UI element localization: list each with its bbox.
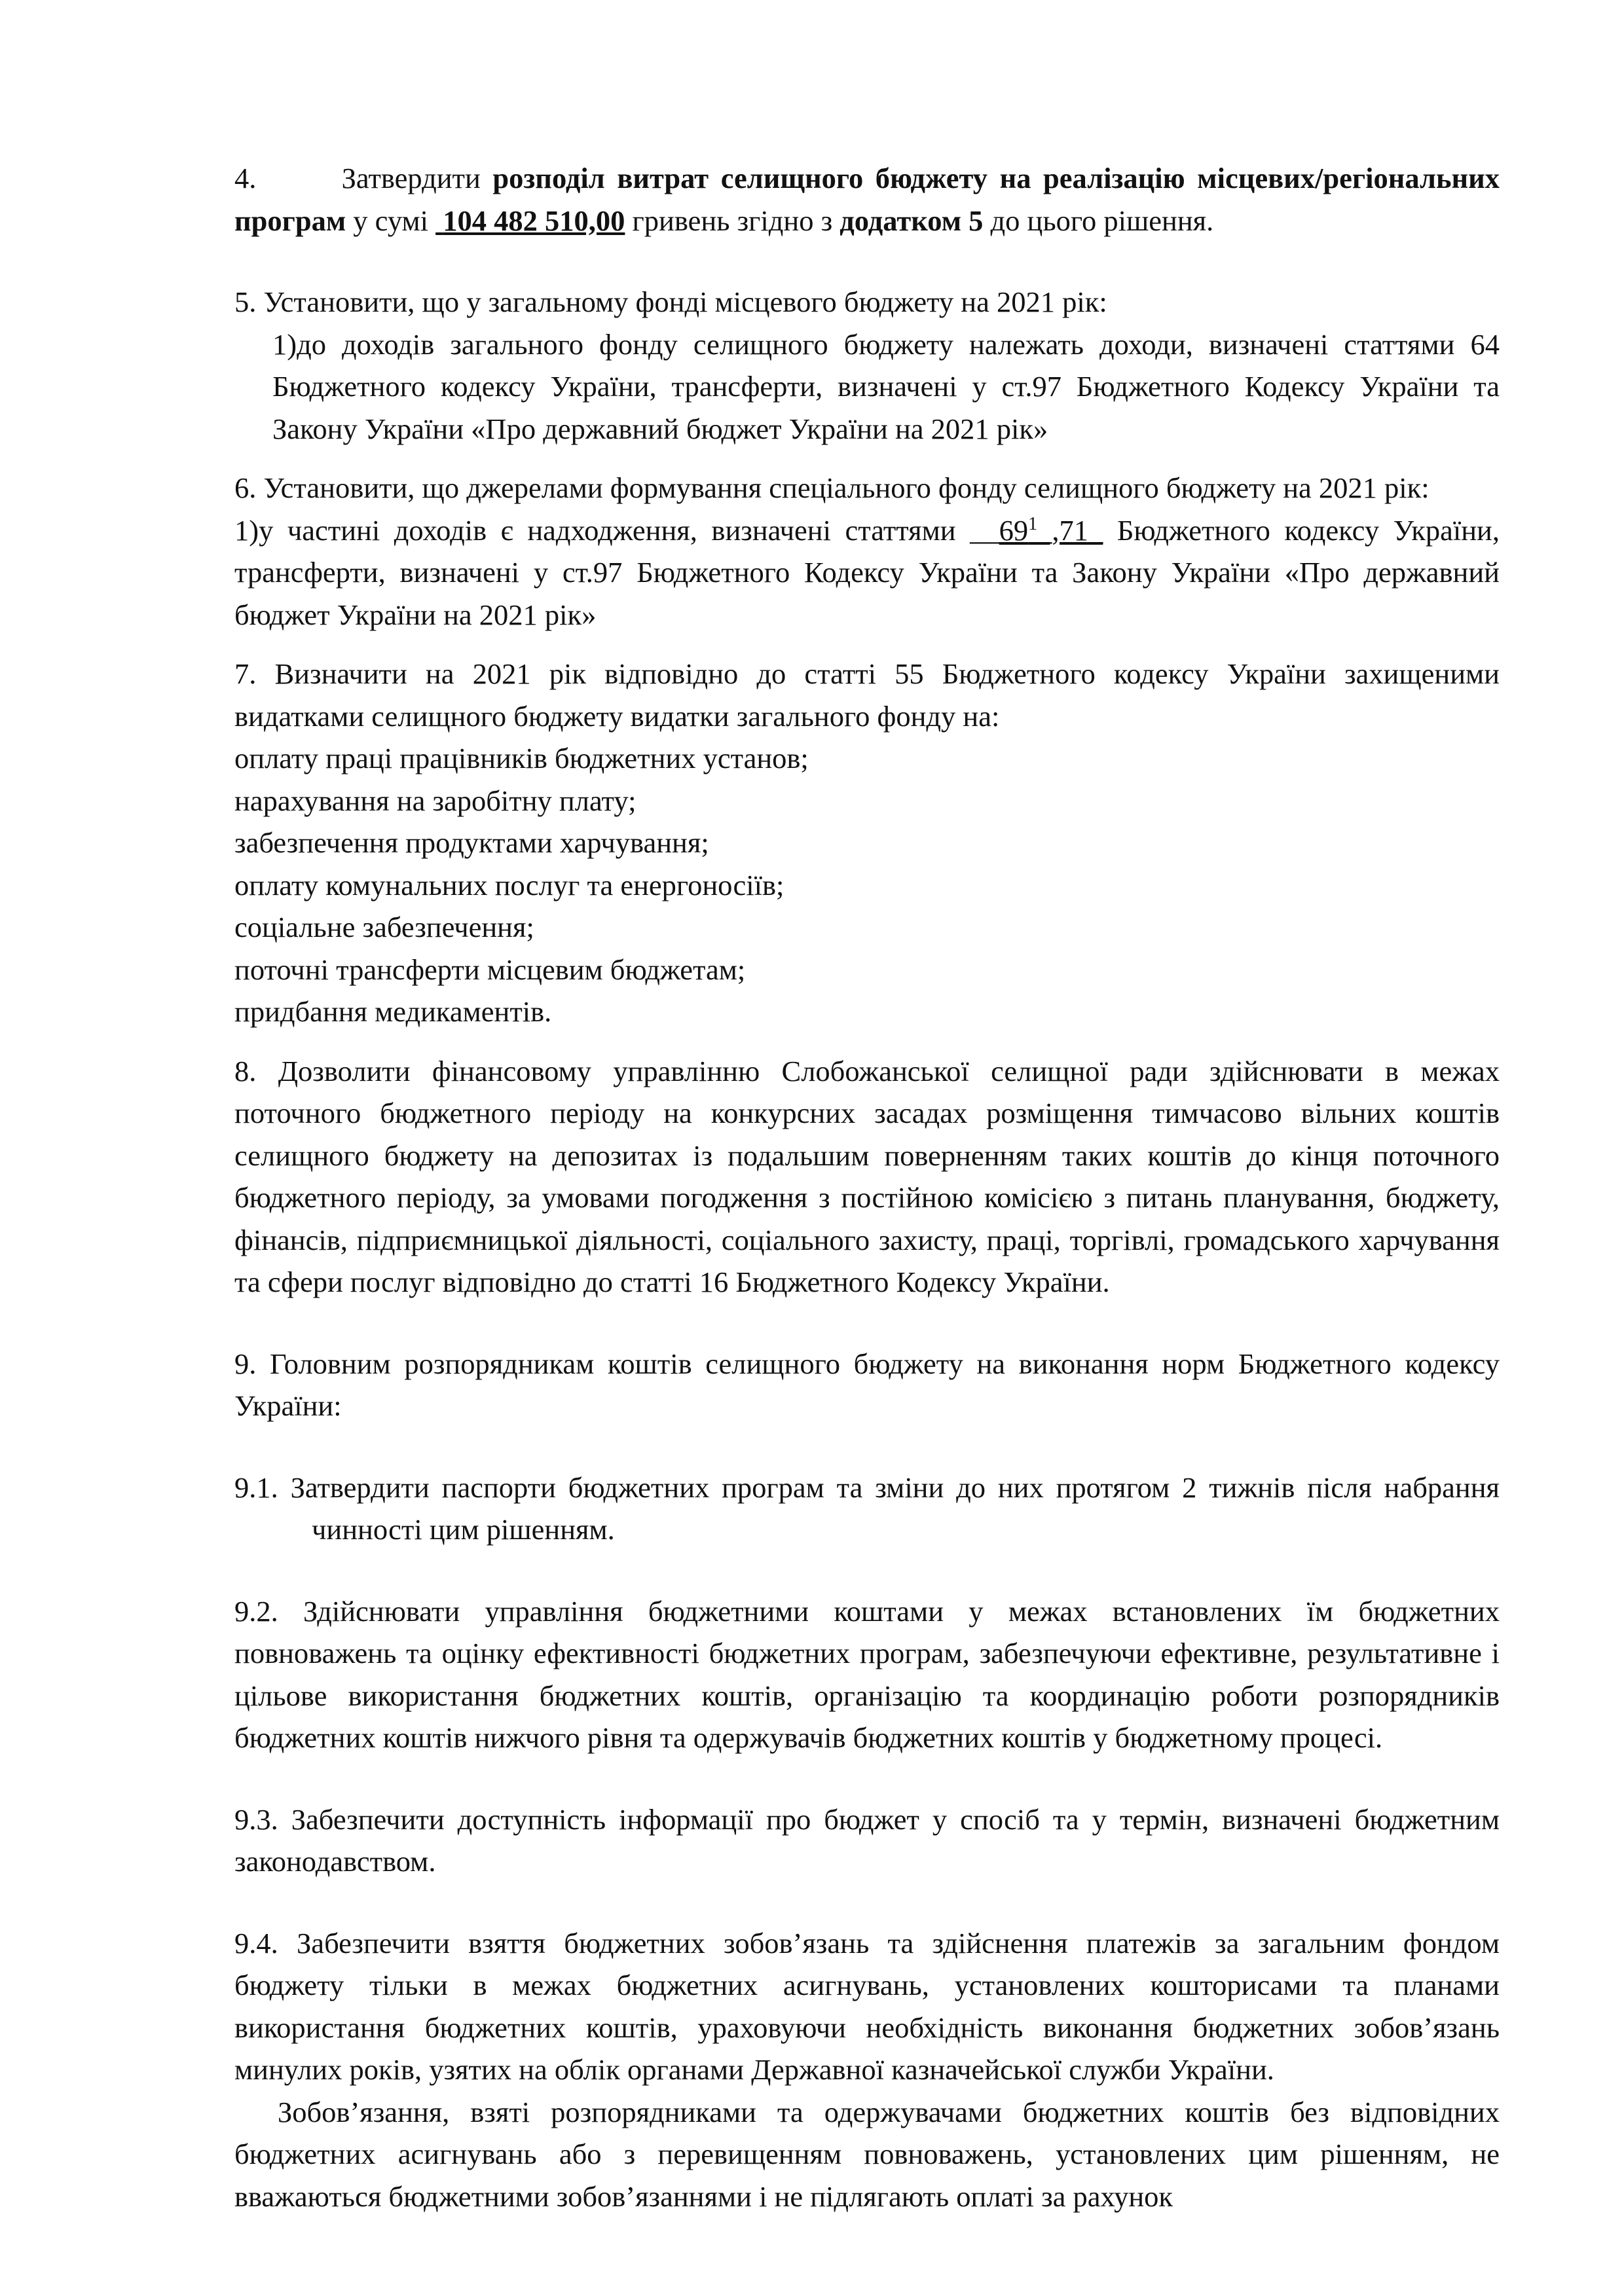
paragraph-9-4-continuation: Зобов’язання, взяті розпорядниками та одержувачами бюджетних коштів без відповідних бюджетних асигнувань або з перевищенням повноважень, установлених цим рішенням, не вважаються бюджетними зобов’язаннями і не підлягають оплаті за рахунок	[234, 2095, 1500, 2213]
text-fragment: гривень згідно з	[632, 204, 833, 237]
paragraph-9: 9. Головним розпорядникам коштів селищного бюджету на виконання норм Бюджетного кодексу України:	[234, 1347, 1500, 1422]
bold-text: розподіл витрат селищного бюджету на реалізацію місцевих/регіональних програм	[234, 162, 1500, 237]
paragraph-9-3: 9.3. Забезпечити доступність інформації про бюджет у спосіб та у термін, визначені бюджетним законодавством.	[234, 1802, 1500, 1878]
paragraph-5-heading: 5. Установити, що у загальному фонді місцевого бюджету на 2021 рік:	[234, 285, 1107, 318]
paragraph-9-4: 9.4. Забезпечити взяття бюджетних зобов’язань та здійснення платежів за загальним фондом бюджету тільки в межах бюджетних асигнувань, установлених кошторисами та планами використання бюджетних коштів, ураховуючи необхідність виконання бюджетних зобов’язань минулих років, узятих на облік органами Державної казначейської служби України.	[234, 1926, 1500, 2086]
paragraph-9-2: 9.2. Здійснювати управління бюджетними коштами у межах встановлених їм бюджетних повноважень та оцінку ефективності бюджетних програм, забезпечуючи ефективне, результативне і цільове використання бюджетних коштів, організацію та координацію роботи розпорядників бюджетних коштів нижчого рівня та одержувачів бюджетних коштів у бюджетному процесі.	[234, 1594, 1500, 1754]
protected-expense-item: оплату праці працівників бюджетних установ;	[234, 742, 809, 774]
document-page	[234, 157, 1500, 2217]
article-number: $69^1$	[999, 513, 1038, 547]
paragraph-5-item-1: 1)до доходів загального фонду селищного бюджету належать доходи, визначені статтями 64 Бюджетного кодексу України, трансферти, визначені у ст.97 Бюджетного Кодексу України та Закону України «Про державний бюджет України на 2021 рік»	[272, 327, 1500, 445]
paragraph-6-heading: 6. Установити, що джерелами формування спеціального фонду селищного бюджету на 2021 рік:	[234, 471, 1430, 504]
protected-expense-item: нарахування на заробітну плату;	[234, 784, 637, 817]
paragraph-8: 8. Дозволити фінансовому управлінню Слобожанської селищної ради здійснювати в межах поточного бюджетного періоду на конкурсних засадах розміщення тимчасово вільних коштів селищного бюджету на депозитах із подальшим поверненням таких коштів до кінця поточного бюджетного періоду, за умовами погодження з постійною комісією з питань планування, бюджету, фінансів, підприємницької діяльності, соціального захисту, праці, торгівлі, громадського харчування та сфери послуг відповідно до статті 16 Бюджетного Кодексу України.	[234, 1054, 1500, 1298]
protected-expense-item: соціальне забезпечення;	[234, 911, 534, 943]
annex-reference: додатком 5	[840, 204, 984, 237]
text-fragment: до цього рішення.	[990, 204, 1214, 237]
text-fragment: Затвердити	[341, 162, 481, 194]
paragraph-6-item-1: 1)у частині доходів є надходження, визначені статтями $\_\_69^1\_,71\_$ Бюджетного кодексу України, трансферти, визначені у ст.97 Бюджетного Кодексу України та Закону України «Про державний бюджет України на 2021 рік»	[234, 513, 1500, 631]
protected-expense-item: придбання медикаментів.	[234, 995, 552, 1028]
protected-expense-item: забезпечення продуктами харчування;	[234, 826, 709, 859]
paragraph-4	[234, 157, 1500, 242]
protected-expense-item: поточні трансферти місцевим бюджетам;	[234, 953, 746, 986]
protected-expense-item: оплату комунальних послуг та енергоносіїв;	[234, 868, 784, 902]
item-number: 4.	[234, 162, 257, 194]
paragraph-7-heading: 7. Визначити на 2021 рік відповідно до статті 55 Бюджетного кодексу України захищеними видатками селищного бюджету видатки загального фонду на:	[234, 657, 1500, 733]
text-fragment: у сумі	[353, 204, 429, 237]
amount-value: 104 482 510,00	[443, 204, 625, 237]
paragraph-9-1: 9.1. Затвердити паспорти бюджетних програм та зміни до них протягом 2 тижнів після набрання чинності цим рішенням.	[234, 1470, 1500, 1546]
